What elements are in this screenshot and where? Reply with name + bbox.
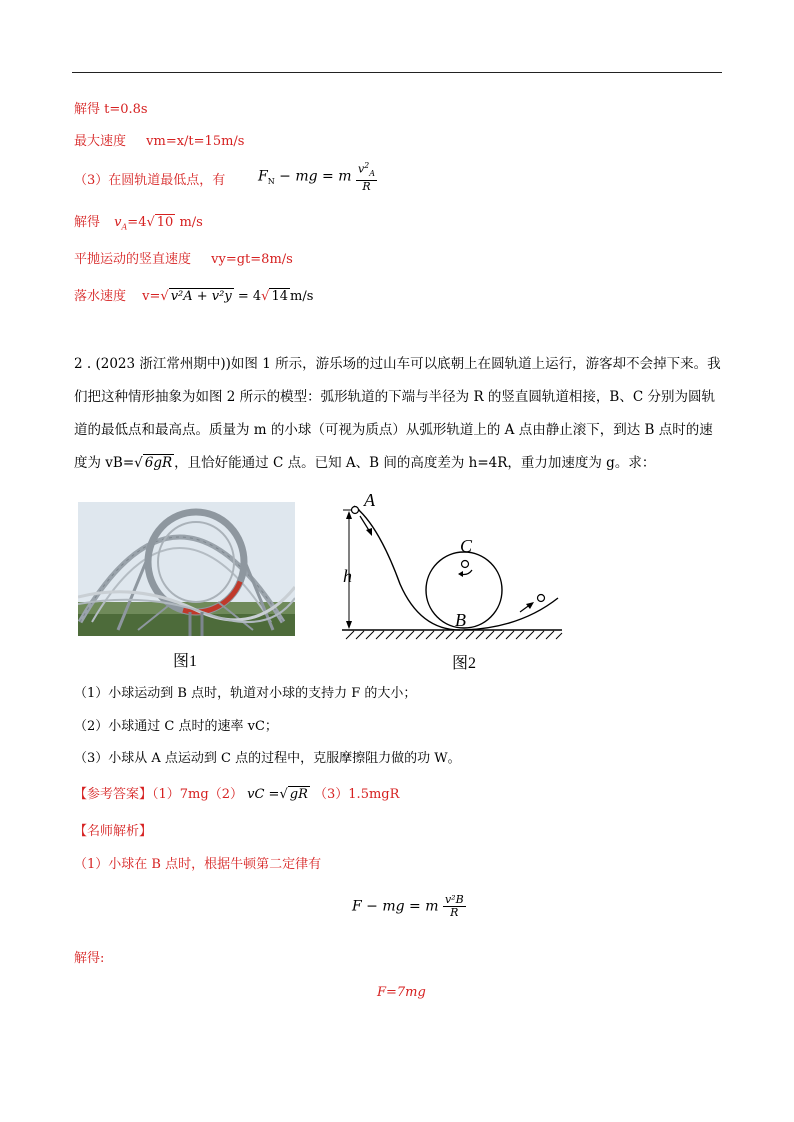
vertical-speed-line: 平抛运动的竖直速度 vy=gt=8m/s <box>74 252 293 267</box>
q3-lowest-point-text: （3）在圆轨道最低点，有 <box>74 173 226 188</box>
solve-va-line: 解得 $v_A=4√$ 10 m/s <box>74 215 203 232</box>
figure2-caption: 图2 <box>452 655 477 672</box>
figure2-diagram <box>330 494 570 644</box>
analysis-label: 【名师解析】 <box>74 824 153 839</box>
newton-equation: F − mg = m $\frac{\text{v²B}}{R}$ <box>352 893 464 919</box>
ball-at-A <box>352 507 359 514</box>
result-F: F=7mg <box>377 985 426 1000</box>
label-C: C <box>460 536 473 556</box>
figure1-caption: 图1 <box>173 653 198 670</box>
ground-hatching <box>346 631 562 639</box>
splash-speed-line: 落水速度 v=√ v²A + v²y = 4√ 14 m/s <box>74 289 314 304</box>
analysis-step-1: （1）小球在 B 点时，根据牛顿第二定律有 <box>74 857 322 872</box>
answer-line: 【参考答案】（1）7mg（2） vC =√ gR （3）1.5mgR <box>74 787 400 802</box>
answer-label: 【参考答案】 <box>74 787 153 802</box>
slide-track <box>354 506 460 630</box>
q3-equation: $F_N$ − mg = m $\frac{v^2_A}{R}$ <box>258 161 376 193</box>
ball-on-exit <box>538 595 545 602</box>
label-h: h <box>343 566 352 586</box>
header-rule <box>72 72 722 73</box>
max-speed-eq: vm=x/t=15m/s <box>146 134 245 149</box>
question-3: （3）小球从 A 点运动到 C 点的过程中，克服摩擦阻力做的功 W。 <box>74 751 461 766</box>
label-B: B <box>455 610 466 630</box>
max-speed-line <box>74 133 244 151</box>
question-2: （2）小球通过 C 点时的速率 vC； <box>74 719 278 734</box>
figure1-photo <box>78 502 295 636</box>
track-diagram-svg <box>330 494 570 644</box>
solve-label: 解得: <box>74 951 105 966</box>
max-speed-label: 最大速度 <box>74 134 127 149</box>
label-A: A <box>364 494 375 510</box>
q3-fraction: $\frac{v^2_A}{R}$ <box>357 161 376 193</box>
question-1: （1）小球运动到 B 点时，轨道对小球的支持力 F 的大小； <box>74 686 417 701</box>
problem2-statement: 2 . (2023 浙江常州期中))如图 1 所示，游乐场的过山车可以底朝上在圆轨道上运行，游客却不会掉下来。我 们把这种情形抽象为如图 2 所示的模型：弧形轨道的下端与半径为 R 的竖直圆轨道相接，B、C 分别为圆轨 道的最低点和最高点。质量为 m 的小球（可视为质点）从弧形轨道上的 A 点由静止滚下，到达 B 点时的速 度为 vB=√ 6gR ，且恰好能通过 C 点。已知 A、B 间的高度差为 h=4R，重力加速度为 g。求： <box>74 356 721 471</box>
ball-at-C <box>462 561 469 568</box>
solve-t-line: 解得 t=0.8s <box>74 102 148 117</box>
roller-coaster-photo <box>78 502 295 636</box>
height-arrow-up <box>346 511 352 519</box>
height-arrow-down <box>346 621 352 629</box>
